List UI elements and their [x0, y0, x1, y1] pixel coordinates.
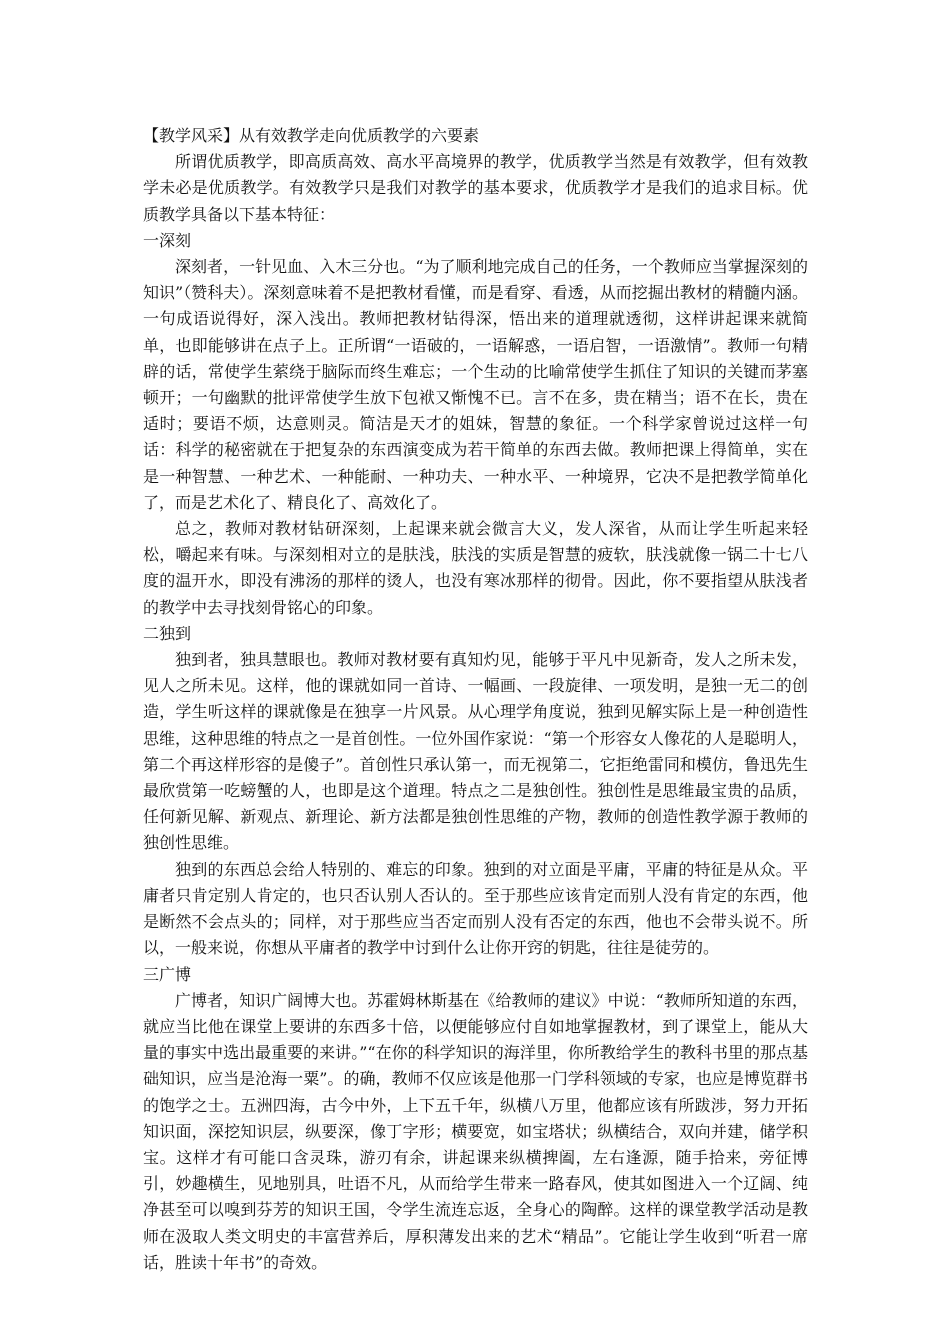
section-depth-paragraph-1: 深刻者，一针见血、入木三分也。“为了顺利地完成自己的任务，一个教师应当掌握深刻的知识”（赞科夫）。深刻意味着不是把教材看懂，而是看穿、看透，从而挖掘出教材的精髓内涵。一句成语说得好，深入浅出。教师把教材钻得深，悟出来的道理就透彻，这样讲起课来就简单，也即能够讲在点子上。正所谓“一语破的，一语解惑，一语启智，一语激情”。教师一句精辟的话，常使学生萦绕于脑际而终生难忘；一个生动的比喻常使学生抓住了知识的关键而茅塞顿开；一句幽默的批评常使学生放下包袱又惭愧不已。言不在多，贵在精当；语不在长，贵在适时；要语不烦，达意则灵。简洁是天才的姐妹，智慧的象征。一个科学家曾说过这样一句话：科学的秘密就在于把复杂的东西演变成为若干简单的东西去做。教师把课上得简单，实在是一种智慧、一种艺术、一种能耐、一种功夫、一种水平、一种境界，它决不是把教学简单化了，而是艺术化了、精良化了、高效化了。 [143, 257, 808, 512]
section-originality-paragraph-1: 独到者，独具慧眼也。教师对教材要有真知灼见，能够于平凡中见新奇，发人之所未发，见人之所未见。这样，他的课就如同一首诗、一幅画、一段旋律、一项发明，是独一无二的创造，学生听这样的课就像是在独享一片风景。从心理学角度说，独到见解实际上是一种创造性思维，这种思维的特点之一是首创性。一位外国作家说：“第一个形容女人像花的人是聪明人，第二个再这样形容的是傻子”。首创性只承认第一，而无视第二，它拒绝雷同和模仿，鲁迅先生最欣赏第一吃螃蟹的人，也即是这个道理。特点之二是独创性。独创性是思维最宝贵的品质，任何新见解、新观点、新理论、新方法都是独创性思维的产物，教师的创造性教学源于教师的独创性思维。 [143, 650, 808, 853]
document-page [143, 123, 808, 1276]
section-heading-depth: 一深刻 [143, 230, 192, 250]
section-depth-paragraph-2: 总之，教师对教材钻研深刻，上起课来就会微言大义，发人深省，从而让学生听起来轻松，嚼起来有味。与深刻相对立的是肤浅，肤浅的实质是智慧的疲软，肤浅就像一锅二十七八度的温开水，即没有沸汤的那样的烫人，也没有寒冰那样的彻骨。因此，你不要指望从肤浅者的教学中去寻找刻骨铭心的印象。 [143, 519, 808, 617]
section-heading-breadth: 三广博 [143, 964, 192, 984]
section-originality-paragraph-2: 独到的东西总会给人特别的、难忘的印象。独到的对立面是平庸，平庸的特征是从众。平庸者只肯定别人肯定的，也只否认别人否认的。至于那些应该肯定而别人没有肯定的东西，他是断然不会点头的；同样，对于那些应当否定而别人没有否定的东西，他也不会带头说不。所以，一般来说，你想从平庸者的教学中讨到什么让你开窍的钥匙，往往是徒劳的。 [143, 859, 808, 958]
section-breadth-paragraph-1: 广博者，知识广阔博大也。苏霍姆林斯基在《给教师的建议》中说：“教师所知道的东西，就应当比他在课堂上要讲的东西多十倍，以便能够应付自如地掌握教材，到了课堂上，能从大量的事实中选出最重要的来讲。”“在你的科学知识的海洋里，你所教给学生的教科书里的那点基础知识，应当是沧海一粟”。的确，教师不仅应该是他那一门学科领域的专家，也应是博览群书的饱学之士。五洲四海，古今中外，上下五千年，纵横八万里，他都应该有所跋涉，努力开拓知识面，深挖知识层，纵要深，像丁字形；横要宽，如宝塔状；纵横结合，双向并建，储学积宝。这样才有可能口含灵珠，游刃有余，讲起课来纵横捭阖，左右逢源，随手拾来，旁征博引，妙趣横生，见地别具，吐语不凡，从而给学生带来一路春风，使其如图进入一个辽阔、纯净甚至可以嗅到芬芳的知识王国，令学生流连忘返，全身心的陶醉。这样的课堂教学活动是教师在汲取人类文明史的丰富营养后，厚积薄发出来的艺术“精品”。它能让学生收到“听君一席话，胜读十年书”的奇效。 [143, 990, 808, 1272]
intro-paragraph: 所谓优质教学，即高质高效、高水平高境界的教学，优质教学当然是有效教学，但有效教学未必是优质教学。有效教学只是我们对教学的基本要求，优质教学才是我们的追求目标。优质教学具备以下基本特征： [143, 152, 808, 224]
document-title: 【教学风采】从有效教学走向优质教学的六要素 [143, 126, 480, 145]
section-heading-originality: 二独到 [143, 623, 192, 643]
